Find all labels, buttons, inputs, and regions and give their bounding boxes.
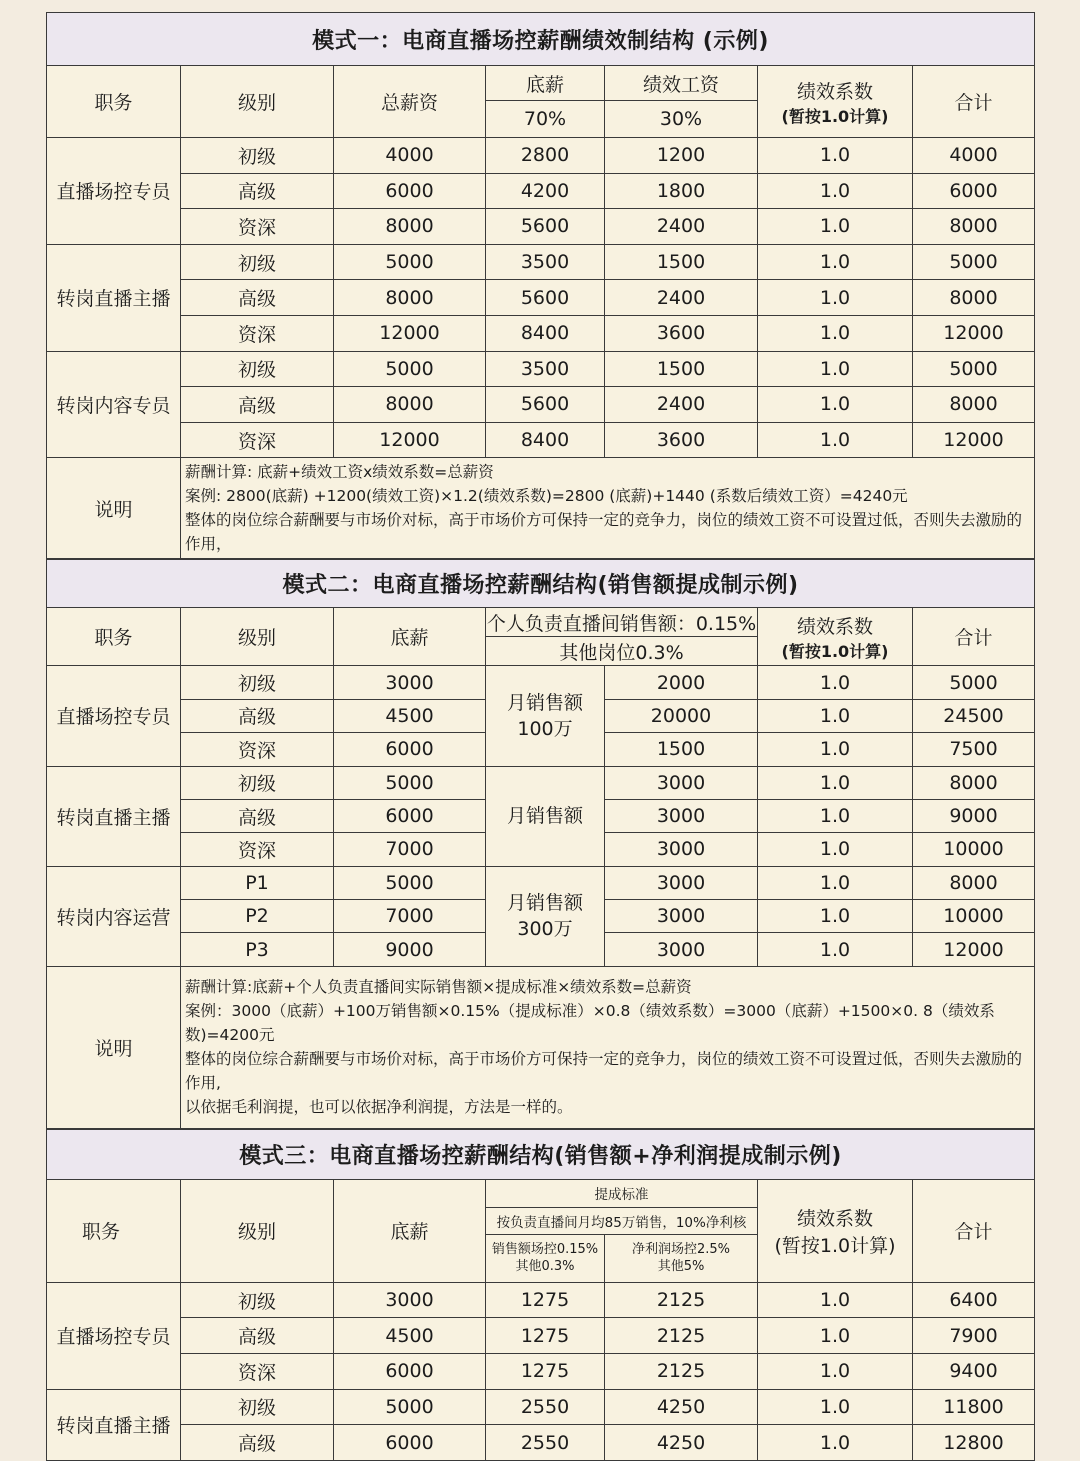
coef-cell: 1.0: [758, 209, 913, 245]
commission-cell: 20000: [605, 699, 758, 732]
level-cell: 高级: [181, 1318, 334, 1354]
mode3-title: 模式三：电商直播场控薪酬结构(销售额+净利润提成制示例): [47, 1129, 1035, 1179]
level-cell: 初级: [181, 766, 334, 799]
note-line: 案例: 2800(底薪) +1200(绩效工资)×1.2(绩效系数)=2800 (底薪)+1440 (系数后绩效工资）=4240元: [185, 487, 908, 506]
table-row: [47, 138, 1035, 174]
profit-commission-cell: 2125: [605, 1282, 758, 1318]
commission-cell: 1500: [605, 733, 758, 766]
sum-cell: 6400: [913, 1282, 1035, 1318]
level-cell: 高级: [181, 387, 334, 423]
level-cell: P1: [181, 866, 334, 899]
mode1-title: 模式一：电商直播场控薪酬绩效制结构 (示例): [47, 13, 1035, 66]
sales-label: 月销售额: [506, 805, 583, 828]
table-row: [47, 1354, 1035, 1390]
mode3-table: [46, 1129, 1035, 1461]
role-cell: 转岗直播主播: [47, 766, 181, 866]
note-line: 整体的岗位综合薪酬要与市场价对标，高于市场价方可保持一定的竞争力，岗位的绩效工资不可设置过低，否则失去激励的作用,: [185, 1049, 1023, 1092]
sum-cell: 12000: [913, 933, 1035, 966]
base-cell: 5600: [486, 280, 605, 316]
coef-cell: 1.0: [758, 799, 913, 832]
sales-commission-cell: 1275: [486, 1282, 605, 1318]
header-commission-std: 提成标准: [486, 1179, 758, 1207]
header-level: 级别: [181, 608, 334, 666]
base-cell: 6000: [334, 1425, 486, 1461]
note-label: 说明: [47, 458, 181, 559]
header-perf-pct: 30%: [605, 101, 758, 138]
base-cell: 3500: [486, 351, 605, 387]
coef-cell: 1.0: [758, 280, 913, 316]
header-role: 职务: [47, 66, 181, 138]
profit-commission-cell: 4250: [605, 1389, 758, 1425]
sum-cell: 10000: [913, 833, 1035, 866]
base-cell: 2800: [486, 138, 605, 174]
sales-label: 100万: [517, 717, 573, 740]
level-cell: 高级: [181, 280, 334, 316]
level-cell: 高级: [181, 173, 334, 209]
base-cell: 7000: [334, 833, 486, 866]
role-cell: 转岗内容专员: [47, 351, 181, 458]
total-cell: 12000: [334, 315, 486, 351]
base-cell: 6000: [334, 1354, 486, 1390]
level-cell: 高级: [181, 799, 334, 832]
header-base: 底薪: [334, 1179, 486, 1282]
level-cell: 初级: [181, 138, 334, 174]
base-cell: 5000: [334, 1389, 486, 1425]
base-cell: 5600: [486, 209, 605, 245]
sum-cell: 7900: [913, 1318, 1035, 1354]
note-label: 说明: [47, 966, 181, 1128]
commission-cell: 2000: [605, 666, 758, 699]
header-commission-basis: 按负责直播间月均85万销售，10%净利核: [486, 1207, 758, 1234]
sales-commission-cell: 2550: [486, 1389, 605, 1425]
table-row: [47, 1389, 1035, 1425]
coef-cell: 1.0: [758, 1425, 913, 1461]
base-cell: 4500: [334, 699, 486, 732]
perf-cell: 2400: [605, 387, 758, 423]
coef-cell: 1.0: [758, 138, 913, 174]
base-cell: 3000: [334, 1282, 486, 1318]
sum-cell: 24500: [913, 699, 1035, 732]
perf-cell: 1800: [605, 173, 758, 209]
coef-cell: 1.0: [758, 699, 913, 732]
coef-cell: 1.0: [758, 1282, 913, 1318]
sum-cell: 6000: [913, 173, 1035, 209]
note-line: 薪酬计算: 底薪+绩效工资x绩效系数=总薪资: [185, 463, 494, 482]
table-row: [47, 766, 1035, 799]
table-row: [47, 387, 1035, 423]
table-row: [47, 209, 1035, 245]
coef-cell: 1.0: [758, 666, 913, 699]
role-cell: 直播场控专员: [47, 666, 181, 766]
header-sum: 合计: [913, 66, 1035, 138]
sum-cell: 10000: [913, 900, 1035, 933]
perf-cell: 1200: [605, 138, 758, 174]
base-cell: 4200: [486, 173, 605, 209]
sum-cell: 12000: [913, 422, 1035, 458]
base-cell: 5000: [334, 766, 486, 799]
total-cell: 4000: [334, 138, 486, 174]
profit-commission-cell: 4250: [605, 1425, 758, 1461]
monthly-sales-cell: [486, 766, 605, 866]
perf-cell: 2400: [605, 209, 758, 245]
total-cell: 5000: [334, 351, 486, 387]
role-cell: 转岗内容运营: [47, 866, 181, 966]
table-row: [47, 1282, 1035, 1318]
commission-cell: 3000: [605, 933, 758, 966]
level-cell: 初级: [181, 351, 334, 387]
level-cell: 资深: [181, 422, 334, 458]
base-cell: 9000: [334, 933, 486, 966]
sales-commission-cell: 1275: [486, 1354, 605, 1390]
commission-cell: 3000: [605, 866, 758, 899]
sum-cell: 9400: [913, 1354, 1035, 1390]
sum-cell: 8000: [913, 209, 1035, 245]
sum-cell: 5000: [913, 244, 1035, 280]
base-cell: 4500: [334, 1318, 486, 1354]
sum-cell: 8000: [913, 766, 1035, 799]
level-cell: 资深: [181, 315, 334, 351]
role-cell: 转岗直播主播: [47, 244, 181, 351]
header-profit-rate: 净利润场控2.5% 其他5%: [605, 1234, 758, 1282]
level-cell: 资深: [181, 1354, 334, 1390]
coef-cell: 1.0: [758, 900, 913, 933]
level-cell: 初级: [181, 1282, 334, 1318]
sum-cell: 5000: [913, 666, 1035, 699]
sum-cell: 5000: [913, 351, 1035, 387]
coef-cell: 1.0: [758, 422, 913, 458]
level-cell: 初级: [181, 244, 334, 280]
coef-cell: 1.0: [758, 733, 913, 766]
header-base: 底薪: [486, 66, 605, 101]
coef-cell: 1.0: [758, 1318, 913, 1354]
header-perf: 绩效工资: [605, 66, 758, 101]
level-cell: 资深: [181, 209, 334, 245]
base-cell: 8400: [486, 422, 605, 458]
base-cell: 5600: [486, 387, 605, 423]
coef-cell: 1.0: [758, 387, 913, 423]
salary-sheet: [46, 12, 1034, 1461]
sales-label: 300万: [517, 918, 573, 941]
level-cell: 高级: [181, 699, 334, 732]
perf-cell: 3600: [605, 422, 758, 458]
coef-cell: 1.0: [758, 173, 913, 209]
level-cell: 资深: [181, 733, 334, 766]
sum-cell: 8000: [913, 866, 1035, 899]
total-cell: 12000: [334, 422, 486, 458]
base-cell: 7000: [334, 900, 486, 933]
note-line: 案例：3000（底薪）+100万销售额×0.15%（提成标准）×0.8（绩效系数）=3000（底薪）+1500×0. 8（绩效系数)=4200元: [185, 1001, 995, 1044]
base-cell: 6000: [334, 799, 486, 832]
table-row: [47, 422, 1035, 458]
note-line: 整体的岗位综合薪酬要与市场价对标，高于市场价方可保持一定的竞争力，岗位的绩效工资不可设置过低，否则失去激励的作用，: [185, 511, 1023, 554]
table-row: [47, 351, 1035, 387]
mode1-table: [46, 12, 1035, 559]
commission-cell: 3000: [605, 799, 758, 832]
level-cell: 高级: [181, 1425, 334, 1461]
commission-cell: 3000: [605, 833, 758, 866]
table-row: [47, 173, 1035, 209]
coef-cell: 1.0: [758, 766, 913, 799]
header-coef: 绩效系数 (暂按1.0计算): [758, 66, 913, 138]
commission-cell: 3000: [605, 766, 758, 799]
coef-cell: 1.0: [758, 315, 913, 351]
sum-cell: 11800: [913, 1389, 1035, 1425]
profit-commission-cell: 2125: [605, 1354, 758, 1390]
sum-cell: 8000: [913, 280, 1035, 316]
header-sum: 合计: [913, 1179, 1035, 1282]
header-commission-other: 其他岗位0.3%: [486, 637, 758, 666]
sales-label: 月销售额: [506, 892, 583, 915]
mode2-title: 模式二：电商直播场控薪酬结构(销售额提成制示例): [47, 560, 1035, 608]
header-coef: 绩效系数 (暂按1.0计算): [758, 608, 913, 666]
coef-cell: 1.0: [758, 351, 913, 387]
role-cell: 直播场控专员: [47, 138, 181, 245]
table-row: [47, 315, 1035, 351]
level-cell: 资深: [181, 833, 334, 866]
monthly-sales-cell: [486, 866, 605, 966]
base-cell: 6000: [334, 733, 486, 766]
sales-commission-cell: 2550: [486, 1425, 605, 1461]
note-line: 薪酬计算:底薪+个人负责直播间实际销售额×提成标准×绩效系数=总薪资: [185, 977, 692, 996]
header-base: 底薪: [334, 608, 486, 666]
perf-cell: 3600: [605, 315, 758, 351]
coef-cell: 1.0: [758, 833, 913, 866]
profit-commission-cell: 2125: [605, 1318, 758, 1354]
perf-cell: 2400: [605, 280, 758, 316]
level-cell: 初级: [181, 666, 334, 699]
table-row: [47, 666, 1035, 699]
total-cell: 8000: [334, 280, 486, 316]
header-sales-rate: 销售额场控0.15% 其他0.3%: [486, 1234, 605, 1282]
monthly-sales-cell: [486, 666, 605, 766]
level-cell: P2: [181, 900, 334, 933]
sum-cell: 7500: [913, 733, 1035, 766]
sum-cell: 12000: [913, 315, 1035, 351]
table-row: [47, 866, 1035, 899]
table-row: [47, 280, 1035, 316]
total-cell: 6000: [334, 173, 486, 209]
table-row: [47, 244, 1035, 280]
sum-cell: 4000: [913, 138, 1035, 174]
base-cell: 3500: [486, 244, 605, 280]
total-cell: 8000: [334, 209, 486, 245]
coef-cell: 1.0: [758, 1354, 913, 1390]
header-role: 职务: [47, 608, 181, 666]
header-role: 职务: [47, 1179, 181, 1282]
base-cell: 5000: [334, 866, 486, 899]
level-cell: 初级: [181, 1389, 334, 1425]
commission-cell: 3000: [605, 900, 758, 933]
coef-cell: 1.0: [758, 866, 913, 899]
level-cell: P3: [181, 933, 334, 966]
header-coef: 绩效系数 (暂按1.0计算): [758, 1179, 913, 1282]
coef-cell: 1.0: [758, 933, 913, 966]
sum-cell: 9000: [913, 799, 1035, 832]
note-line: 以依据毛利润提，也可以依据净利润提，方法是一样的。: [185, 1097, 573, 1116]
mode1-notes: [181, 458, 1035, 559]
role-cell: 转岗直播主播: [47, 1389, 181, 1460]
sales-label: 月销售额: [506, 691, 583, 714]
sum-cell: 8000: [913, 387, 1035, 423]
mode2-table: [46, 559, 1035, 1129]
coef-cell: 1.0: [758, 244, 913, 280]
header-commission: 个人负责直播间销售额：0.15%: [486, 608, 758, 637]
sales-commission-cell: 1275: [486, 1318, 605, 1354]
base-cell: 8400: [486, 315, 605, 351]
header-sum: 合计: [913, 608, 1035, 666]
role-cell: 直播场控专员: [47, 1282, 181, 1389]
perf-cell: 1500: [605, 244, 758, 280]
header-level: 级别: [181, 66, 334, 138]
table-row: [47, 1318, 1035, 1354]
coef-cell: 1.0: [758, 1389, 913, 1425]
total-cell: 5000: [334, 244, 486, 280]
mode2-notes: [181, 966, 1035, 1128]
base-cell: 3000: [334, 666, 486, 699]
header-base-pct: 70%: [486, 101, 605, 138]
perf-cell: 1500: [605, 351, 758, 387]
sum-cell: 12800: [913, 1425, 1035, 1461]
total-cell: 8000: [334, 387, 486, 423]
header-level: 级别: [181, 1179, 334, 1282]
header-total: 总薪资: [334, 66, 486, 138]
